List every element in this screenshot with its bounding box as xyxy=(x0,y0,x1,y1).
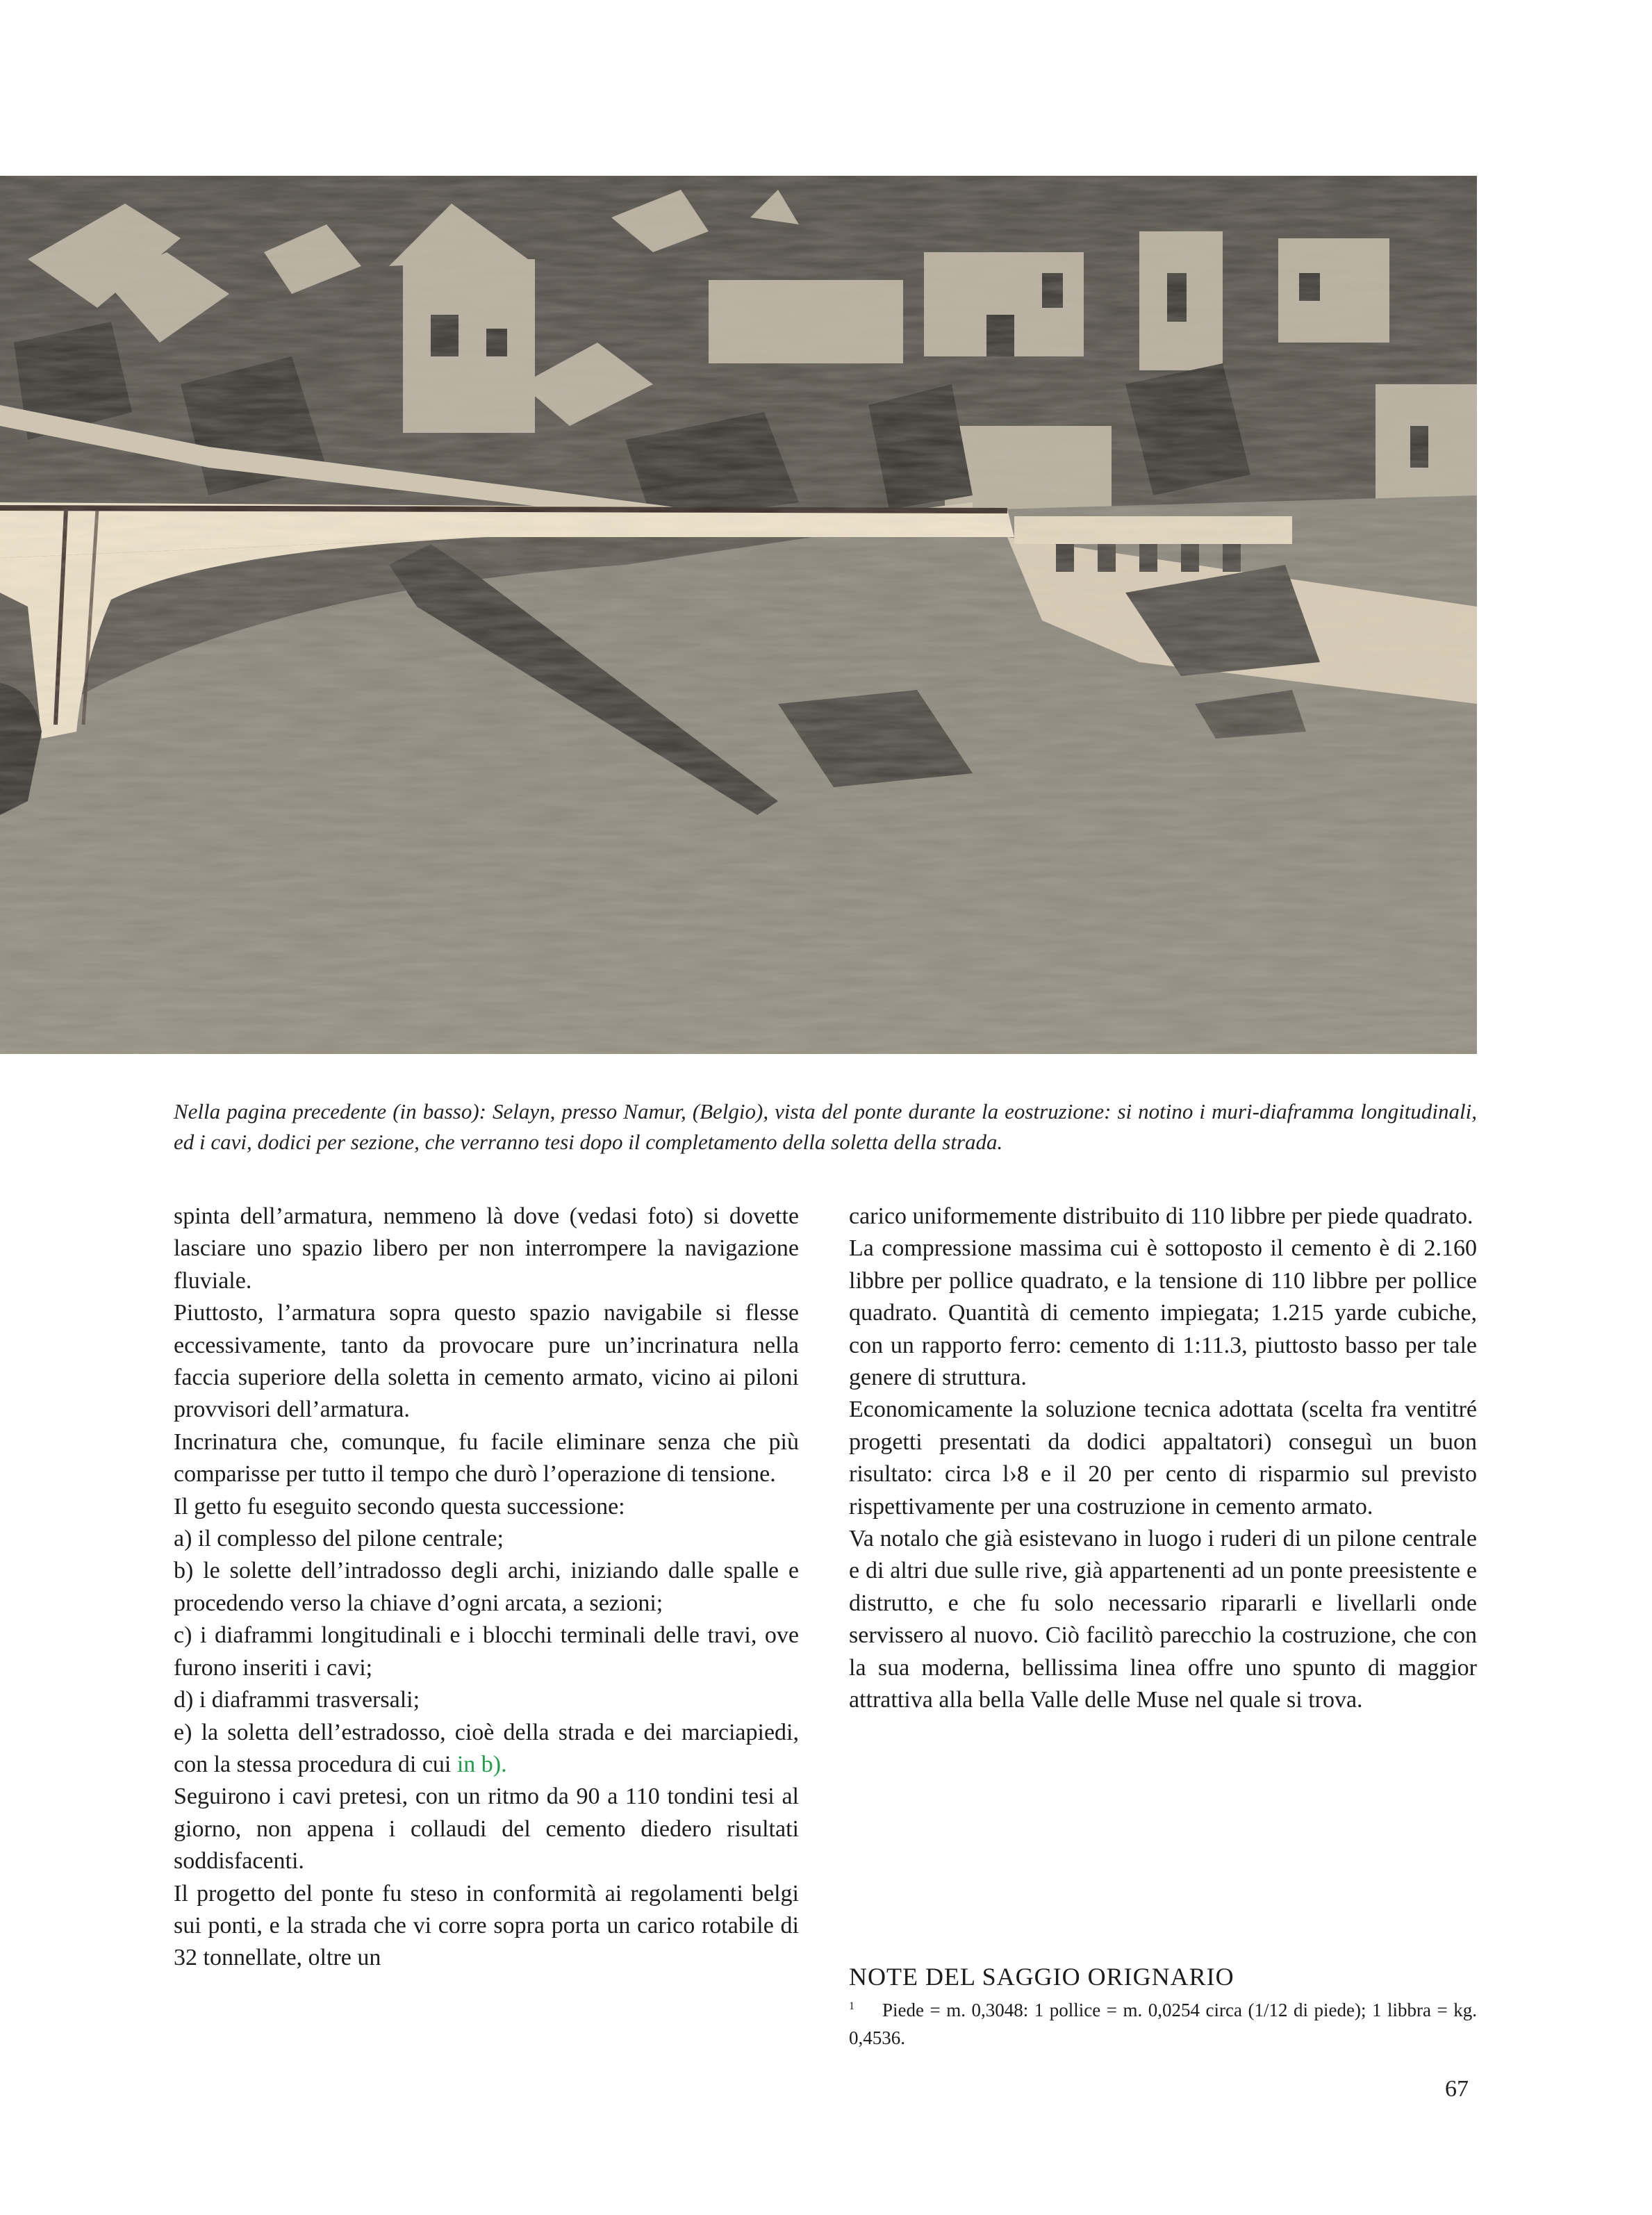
notes-section xyxy=(849,1961,1477,2052)
paragraph: Economicamente la soluzione tecnica adottata (scelta fra ventitré progetti presentati da dodici appaltatori) conseguì un buon risultato: circa l›8 e il 20 per cento di risparmio sul previsto rispettivamente per una costruzione in cemento armato. xyxy=(849,1397,1477,1520)
list-item: b) le solette dell’intradosso degli archi, iniziando dalle spalle e procedendo verso la chiave d’ogni arcata, a sezioni; xyxy=(174,1558,799,1616)
list-item: c) i diaframmi longitudinali e i blocchi terminali delle travi, ove furono inseriti i cavi; xyxy=(174,1622,799,1681)
paragraph: Il getto fu eseguito secondo questa successione: xyxy=(174,1493,625,1520)
photo-caption: Nella pagina precedente (in basso): Selayn, presso Namur, (Belgio), vista del ponte durante la eostruzione: si notino i muri-diaframma longitudinali, ed i cavi, dodici per sezione, che verranno tesi dopo il completamento della soletta della strada. xyxy=(174,1099,1477,1154)
photo-illustration xyxy=(0,176,1477,1054)
paragraph: Incrinatura che, comunque, fu facile eliminare senza che più comparisse per tutto il tempo che durò l’operazione di tensione. xyxy=(174,1428,799,1488)
footnote-text: Piede = m. 0,3048: 1 pollice = m. 0,0254 circa (1/12 di piede); 1 libbra = kg. 0,4536. xyxy=(849,2000,1477,2048)
bridge-photograph xyxy=(0,176,1477,1054)
paragraph: carico uniformemente distribuito di 110 libbre per piede quadrato. xyxy=(849,1203,1473,1229)
paragraph: Piuttosto, l’armatura sopra questo spazio navigabile si flesse eccessivamente, tanto da provocare pure un’incrinatura nella faccia superiore della soletta in cemento armato, vicino ai piloni provvisori dell’armatura. xyxy=(174,1300,799,1423)
paragraph: La compressione massima cui è sottoposto il cemento è di 2.160 libbre per pollice quadrato, e la tensione di 110 libbre per pollice quadrato. Quantità di cemento impiegata; 1.215 yarde cubiche, con un rapporto ferro: cemento di 1:11.3, piuttosto basso per tale genere di struttura. xyxy=(849,1235,1477,1391)
highlighted-reference: in b). xyxy=(456,1751,507,1777)
list-item: a) il complesso del pilone centrale; xyxy=(174,1526,504,1552)
list-item-text: e) la soletta dell’estradosso, cioè della strada e dei marciapiedi, con la stessa procedura di cui xyxy=(174,1719,799,1777)
body-column-right xyxy=(849,1201,1477,1717)
paragraph: Seguirono i cavi pretesi, con un ritmo da 90 a 110 tondini tesi al giorno, non appena i collaudi del cemento diedero risultati soddisfacenti. xyxy=(174,1784,799,1875)
paragraph: spinta dell’armatura, nemmeno là dove (vedasi foto) si dovette lasciare uno spazio libero per non interrompere la navigazione fluviale. xyxy=(174,1203,799,1294)
footnote-marker: 1 xyxy=(849,2000,854,2012)
paragraph: Il progetto del ponte fu steso in conformità ai regolamenti belgi sui ponti, e la strada che vi corre sopra porta un carico rotabile di 32 tonnellate, oltre un xyxy=(174,1880,799,1971)
body-column-left xyxy=(174,1201,799,1975)
list-item: d) i diaframmi trasversali; xyxy=(174,1687,420,1713)
page-number: 67 xyxy=(1445,2076,1469,2102)
notes-heading: NOTE DEL SAGGIO ORIGNARIO xyxy=(849,1963,1234,1991)
list-item xyxy=(174,1717,799,1781)
paragraph: Va notalo che già esistevano in luogo i ruderi di un pilone centrale e di altri due sulle rive, già appartenenti ad un ponte preesistente e distrutto, e che fu solo necessario ripararli e livellarli onde servissero al nuovo. Ciò facilitò parecchio la costruzione, che con la sua moderna, bellissima linea offre uno spunto di maggior attrattiva alla bella Valle delle Muse nel quale si trova. xyxy=(849,1526,1477,1713)
footnote xyxy=(849,1993,1477,2052)
